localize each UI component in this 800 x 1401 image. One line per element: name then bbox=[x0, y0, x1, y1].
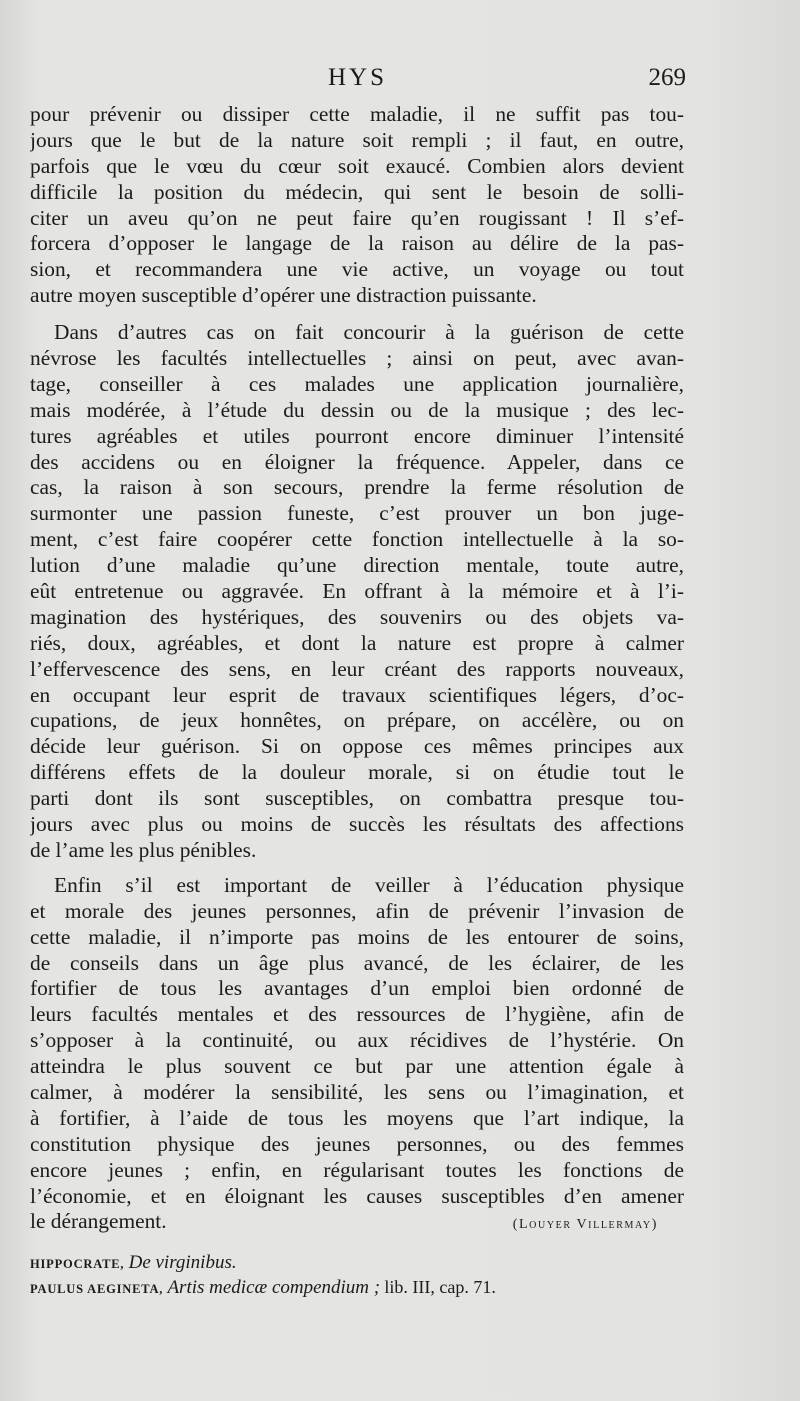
text-line: fortifier de tous les avantages d’un emploi bien ordonné de bbox=[30, 976, 684, 1001]
text-line: parti dont ils sont susceptibles, on combattra presque tou- bbox=[30, 786, 684, 811]
paragraph-1 bbox=[30, 102, 684, 309]
text-line: mais modérée, à l’étude du dessin ou de la musique ; des lec- bbox=[30, 397, 684, 422]
text-line: jours avec plus ou moins de succès les résultats des affections bbox=[30, 812, 684, 837]
text-line: leurs facultés mentales et des ressources de l’hygiène, afin de bbox=[30, 1002, 684, 1027]
text-line: et morale des jeunes personnes, afin de prévenir l’invasion de bbox=[30, 898, 684, 923]
text-line: cas, la raison à son secours, prendre la ferme résolution de bbox=[30, 475, 684, 500]
bibliography-entry bbox=[30, 1275, 690, 1300]
text-line: cupations, de jeux honnêtes, on prépare, on accélère, ou on bbox=[30, 708, 684, 733]
text-line: de conseils dans un âge plus avancé, de les éclairer, de les bbox=[30, 950, 684, 975]
text-line: décide leur guérison. Si on oppose ces mêmes principes aux bbox=[30, 734, 684, 759]
text-line: l’effervescence des sens, en leur créant des rapports nouveaux, bbox=[30, 656, 684, 681]
bib-author: HIPPOCRATE, bbox=[30, 1257, 125, 1271]
text-line: tures agréables et utiles pourront encore diminuer l’intensité bbox=[30, 423, 684, 448]
bib-reference: lib. III, cap. 71. bbox=[384, 1277, 496, 1297]
author-signature: (Louyer Villermay) bbox=[512, 1217, 658, 1233]
running-head: HYS bbox=[328, 64, 388, 91]
text-line: difficile la position du médecin, qui sent le besoin de solli- bbox=[30, 179, 684, 204]
text-line: cette maladie, il n’importe pas moins de les entourer de soins, bbox=[30, 924, 684, 949]
text-line: calmer, à modérer la sensibilité, les sens ou l’imagination, et bbox=[30, 1079, 684, 1104]
text-line: atteindra le plus souvent ce but par une attention égale à bbox=[30, 1054, 684, 1079]
text-line: ment, c’est faire coopérer cette fonction intellectuelle à la so- bbox=[30, 527, 684, 552]
closing-line bbox=[30, 1209, 684, 1235]
text-line: tage, conseiller à ces malades une application journalière, bbox=[30, 371, 684, 396]
paragraph-2 bbox=[30, 320, 684, 864]
text-line: névrose les facultés intellectuelles ; ainsi on peut, avec avan- bbox=[30, 346, 684, 371]
text-line: riés, doux, agréables, et dont la nature est propre à calmer bbox=[30, 630, 684, 655]
text-line: s’opposer à la continuité, ou aux récidives de l’hystérie. On bbox=[30, 1028, 684, 1053]
text-line: Enfin s’il est important de veiller à l’éducation physique bbox=[54, 872, 684, 897]
text-line: eût entretenue ou aggravée. En offrant à la mémoire et à l’i- bbox=[30, 579, 684, 604]
text-line: des accidens ou en éloigner la fréquence. Appeler, dans ce bbox=[30, 449, 684, 474]
text-line: en occupant leur esprit de travaux scientifiques légers, d’oc- bbox=[30, 682, 684, 707]
text-line: sion, et recommandera une vie active, un voyage ou tout bbox=[30, 257, 684, 282]
text-line: forcera d’opposer le langage de la raison au délire de la pas- bbox=[30, 231, 684, 256]
text-line: citer un aveu qu’on ne peut faire qu’en rougissant ! Il s’ef- bbox=[30, 205, 684, 230]
page-header bbox=[30, 64, 686, 98]
bibliography bbox=[30, 1250, 690, 1300]
bib-author: PAULUS AEGINETA, bbox=[30, 1282, 164, 1296]
text-line: de l’ame les plus pénibles. bbox=[30, 837, 257, 862]
bib-title: Artis medicæ compendium ; bbox=[167, 1277, 381, 1298]
text-line: autre moyen susceptible d’opérer une distraction puissante. bbox=[30, 283, 537, 308]
text-line: à fortifier, à l’aide de tous les moyens que l’art indique, la bbox=[30, 1105, 684, 1130]
page-number: 269 bbox=[648, 64, 686, 91]
text-line: lution d’une maladie qu’une direction mentale, toute autre, bbox=[30, 553, 684, 578]
paragraph-3 bbox=[30, 873, 684, 1235]
text-line: parfois que le vœu du cœur soit exaucé. Combien alors devient bbox=[30, 153, 684, 178]
text-line: différens effets de la douleur morale, si on étudie tout le bbox=[30, 760, 684, 785]
text-line: jours que le but de la nature soit rempli ; il faut, en outre, bbox=[30, 127, 684, 152]
closing-text: le dérangement. bbox=[30, 1209, 167, 1234]
text-line: Dans d’autres cas on fait concourir à la guérison de cette bbox=[54, 320, 684, 345]
text-line: constitution physique des jeunes personnes, ou des femmes bbox=[30, 1131, 684, 1156]
text-line: surmonter une passion funeste, c’est prouver un bon juge- bbox=[30, 501, 684, 526]
text-line: l’économie, et en éloignant les causes susceptibles d’en amener bbox=[30, 1183, 684, 1208]
bib-title: De virginibus. bbox=[128, 1252, 237, 1273]
bibliography-entry bbox=[30, 1250, 690, 1275]
text-line: encore jeunes ; enfin, en régularisant toutes les fonctions de bbox=[30, 1157, 684, 1182]
text-line: magination des hystériques, des souvenirs ou des objets va- bbox=[30, 604, 684, 629]
body-text bbox=[30, 102, 684, 1235]
text-line: pour prévenir ou dissiper cette maladie, il ne suffit pas tou- bbox=[30, 102, 684, 126]
